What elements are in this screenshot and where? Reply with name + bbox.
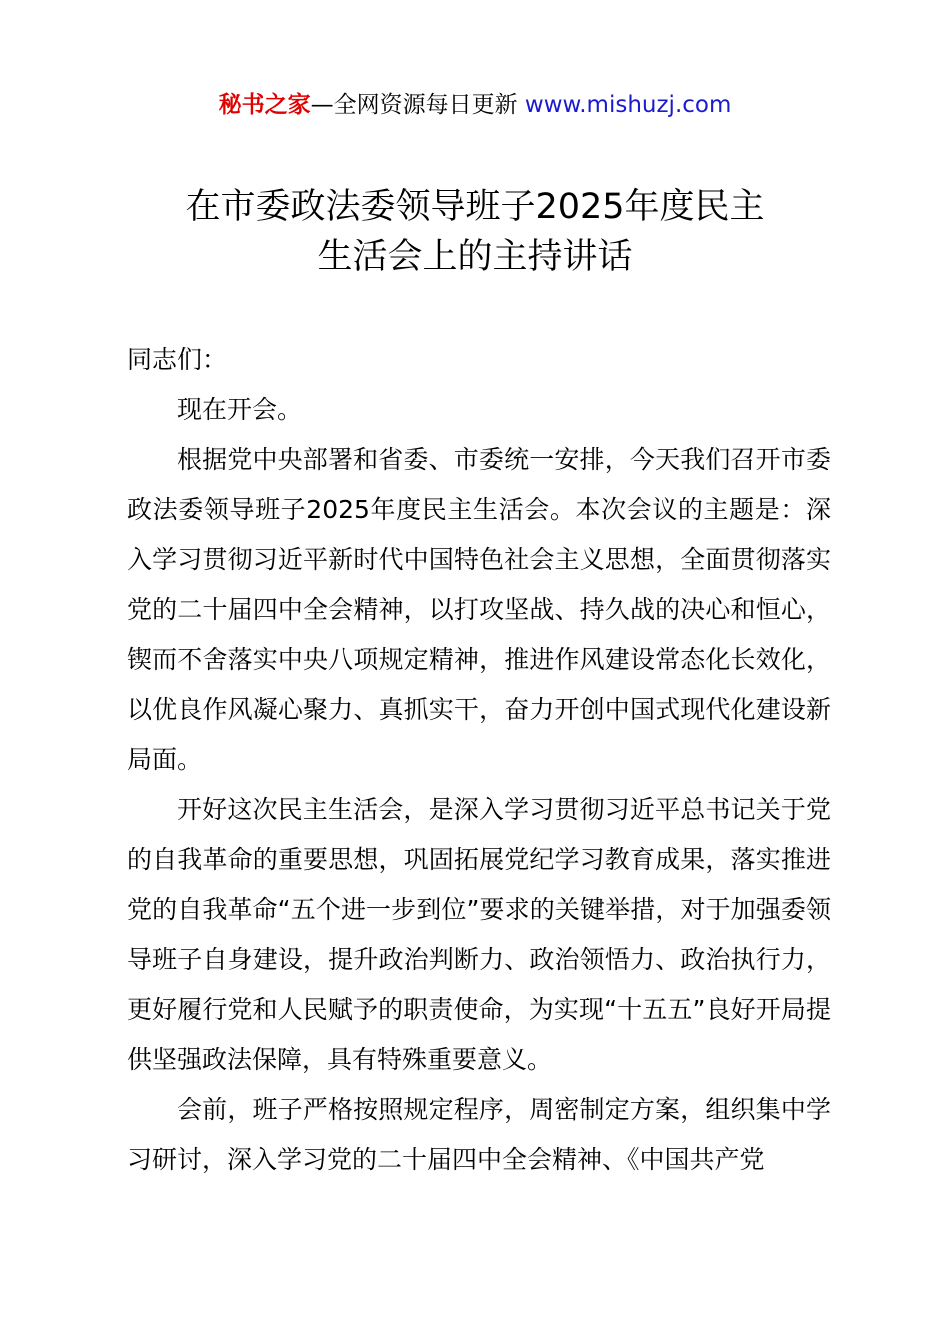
salutation: 同志们：: [127, 345, 228, 374]
site-url-link[interactable]: www.mishuzj.com: [524, 92, 732, 118]
title-line-2: 生活会上的主持讲话: [317, 237, 633, 277]
paragraph-theme: 根据党中央部署和省委、市委统一安排，今天我们召开市委政法委领导班子2025年度民主生活会。本次会议的主题是：深入学习贯彻习近平新时代中国特色社会主义思想，全面贯彻落实党的二十届四中全会精神，以打攻坚战、持久战的决心和恒心，锲而不舍落实中央八项规定精神，推进作风建设常态化长效化，以优良作风凝心聚力、真抓实干，奋力开创中国式现代化建设新局面。: [127, 445, 831, 774]
brand-name: 秘书之家: [218, 92, 311, 118]
title-line-1: 在市委政法委领导班子2025年度民主: [185, 187, 765, 227]
document-title: [0, 182, 950, 282]
document-body: [127, 335, 831, 1185]
paragraph-significance: 开好这次民主生活会，是深入学习贯彻习近平总书记关于党的自我革命的重要思想，巩固拓展党纪学习教育成果，落实推进党的自我革命“五个进一步到位”要求的关键举措，对于加强委领导班子自身建设，提升政治判断力、政治领悟力、政治执行力，更好履行党和人民赋予的职责使命，为实现“十五五”良好开局提供坚强政法保障，具有特殊重要意义。: [127, 795, 831, 1074]
header-tagline: —全网资源每日更新: [310, 92, 518, 118]
paragraph-preparation: 会前，班子严格按照规定程序，周密制定方案，组织集中学习研讨，深入学习党的二十届四中全会精神、《中国共产党: [127, 1095, 831, 1174]
site-header: [0, 88, 950, 122]
paragraph-opening: 现在开会。: [177, 395, 303, 424]
